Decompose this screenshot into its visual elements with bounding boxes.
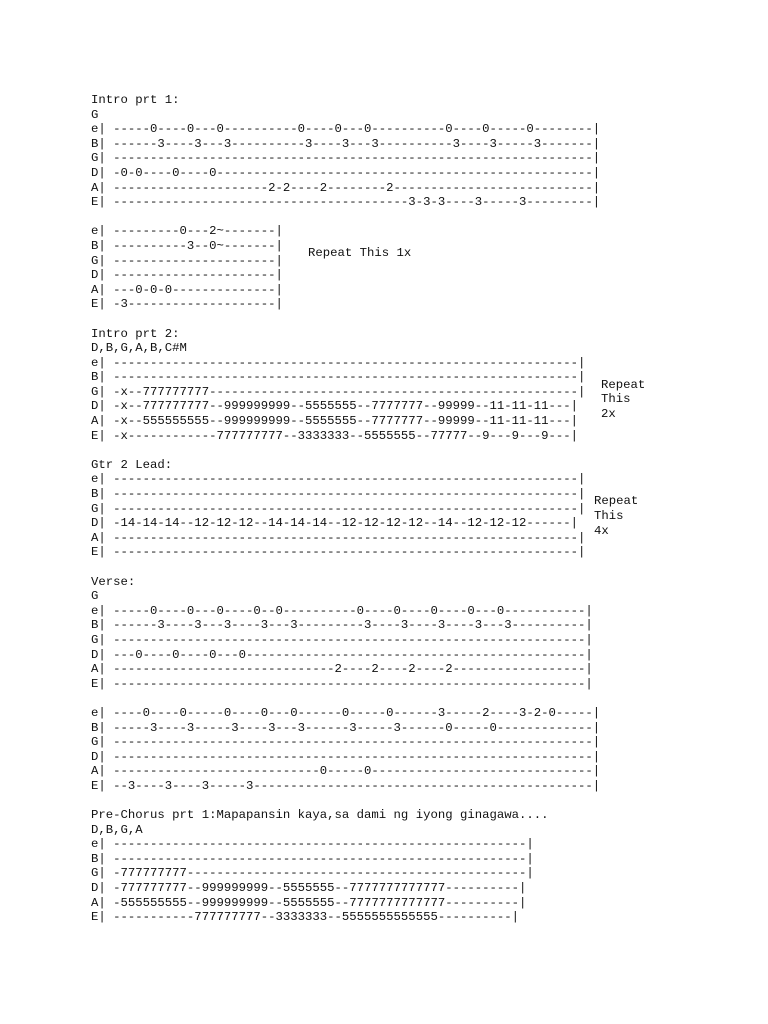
- tab-line-low-e: E| ----------------------------------------3-3-3----3-----3---------|: [91, 195, 601, 210]
- tab-staff-intro-2: [91, 356, 751, 444]
- tab-line-e: e| -----0----0---0----0--0----------0----0----0----0---0-----------|: [91, 603, 593, 618]
- tab-line-g: G| -----------------------------------------------------------------|: [91, 151, 601, 166]
- tab-line-d: D| -14-14-14--12-12-12--14-14-14--12-12-12-12--14--12-12-12------|: [91, 516, 579, 531]
- section-title-verse: Verse:: [91, 574, 136, 589]
- section-title-gtr-2-lead: Gtr 2 Lead:: [91, 457, 173, 472]
- tab-line-e: e| ---------0---2~-------|: [91, 224, 283, 239]
- tab-line-b: B| ---------------------------------------------------------------|: [91, 370, 586, 385]
- tab-line-g: G| ---------------------------------------------------------------|: [91, 501, 586, 516]
- tab-line-low-e: E| ----------------------------------------------------------------|: [91, 676, 593, 691]
- tab-line-a: A| ------------------------------2----2----2----2------------------|: [91, 662, 593, 677]
- tab-line-d: D| -777777777--999999999--5555555--7777777777777----------|: [91, 881, 527, 896]
- repeat-note: Repeat This 1x: [308, 246, 412, 261]
- repeat-note-line: This: [601, 392, 631, 407]
- tab-staff-intro-1a: [91, 122, 751, 210]
- tab-staff-intro-1b: [91, 224, 751, 312]
- tab-line-a: A| ---------------------------------------------------------------|: [91, 530, 586, 545]
- section-title-intro-1: Intro prt 1:: [91, 93, 180, 107]
- tab-line-e: e| ---------------------------------------------------------------|: [91, 472, 586, 487]
- tab-line-e: e| ---------------------------------------------------------------|: [91, 355, 586, 370]
- tab-line-g: G| -777777777----------------------------------------------|: [91, 866, 534, 881]
- repeat-note-line: Repeat: [594, 494, 639, 509]
- section-title-intro-2: Intro prt 2:: [91, 326, 180, 341]
- tab-staff-pre-chorus: [91, 837, 751, 925]
- repeat-note-line: 2x: [601, 406, 616, 421]
- repeat-note: [594, 494, 638, 538]
- tab-line-d: D| -0-0----0----0---------------------------------------------------|: [91, 165, 601, 180]
- tab-sheet: [91, 93, 751, 925]
- tab-line-low-e: E| ---------------------------------------------------------------|: [91, 545, 586, 560]
- tab-line-g: G| -x--777777777--------------------------------------------------|: [91, 384, 586, 399]
- tab-line-e: e| ----0----0-----0----0---0------0-----0------3-----2----3-2-0-----|: [91, 705, 601, 720]
- tab-line-a: A| -555555555--999999999--5555555--7777777777777----------|: [91, 895, 527, 910]
- chord-label: G: [91, 107, 99, 122]
- tab-line-a: A| ----------------------------0-----0------------------------------|: [91, 764, 601, 779]
- tab-line-e: e| -----0----0---0----------0----0---0----------0----0-----0--------|: [91, 122, 601, 137]
- tab-line-b: B| -----3----3-----3----3---3------3-----3------0-----0-------------|: [91, 720, 601, 735]
- tab-line-b: B| ------3----3---3----------3----3---3----------3----3-----3-------|: [91, 136, 601, 151]
- tab-line-low-e: E| -x------------777777777--3333333--5555555--77777--9---9---9---|: [91, 428, 579, 443]
- tab-line-low-e: E| --3----3----3-----3----------------------------------------------|: [91, 778, 601, 793]
- repeat-note-line: Repeat: [601, 377, 646, 392]
- tab-line-low-e: E| -----------777777777--3333333--5555555555555----------|: [91, 910, 520, 925]
- tab-staff-verse-b: [91, 706, 751, 794]
- tab-line-a: A| ---0-0-0--------------|: [91, 282, 283, 297]
- tab-line-d: D| ---0----0----0---0----------------------------------------------|: [91, 647, 593, 662]
- tab-line-d: D| -----------------------------------------------------------------|: [91, 749, 601, 764]
- tab-line-b: B| --------------------------------------------------------|: [91, 851, 534, 866]
- tab-line-b: B| ---------------------------------------------------------------|: [91, 487, 586, 502]
- section-title-pre-chorus: Pre-Chorus prt 1:Mapapansin kaya,sa dami ng iyong ginagawa....: [91, 808, 549, 823]
- tab-line-e: e| --------------------------------------------------------|: [91, 837, 534, 852]
- tab-line-a: A| -x--555555555--999999999--5555555--7777777--99999--11-11-11---|: [91, 414, 579, 429]
- tab-line-d: D| ----------------------|: [91, 268, 283, 283]
- tab-staff-gtr-2-lead: [91, 472, 751, 560]
- repeat-note-line: 4x: [594, 523, 609, 538]
- repeat-note: [601, 378, 645, 422]
- chord-label: G: [91, 589, 99, 604]
- tab-line-g: G| ----------------------------------------------------------------|: [91, 632, 593, 647]
- tab-staff-verse-a: [91, 604, 751, 692]
- tab-line-b: B| ------3----3---3----3---3---------3----3----3----3---3----------|: [91, 618, 593, 633]
- chord-progression: D,B,G,A: [91, 822, 143, 837]
- tab-line-g: G| -----------------------------------------------------------------|: [91, 735, 601, 750]
- tab-line-d: D| -x--777777777--999999999--5555555--7777777--99999--11-11-11---|: [91, 399, 579, 414]
- tab-line-b: B| ----------3--0~-------|: [91, 238, 283, 253]
- repeat-note-line: This: [594, 509, 624, 524]
- chord-progression: D,B,G,A,B,C#M: [91, 341, 187, 356]
- tab-line-a: A| ---------------------2-2----2--------2---------------------------|: [91, 180, 601, 195]
- tab-line-low-e: E| -3--------------------|: [91, 297, 283, 312]
- tab-line-g: G| ----------------------|: [91, 253, 283, 268]
